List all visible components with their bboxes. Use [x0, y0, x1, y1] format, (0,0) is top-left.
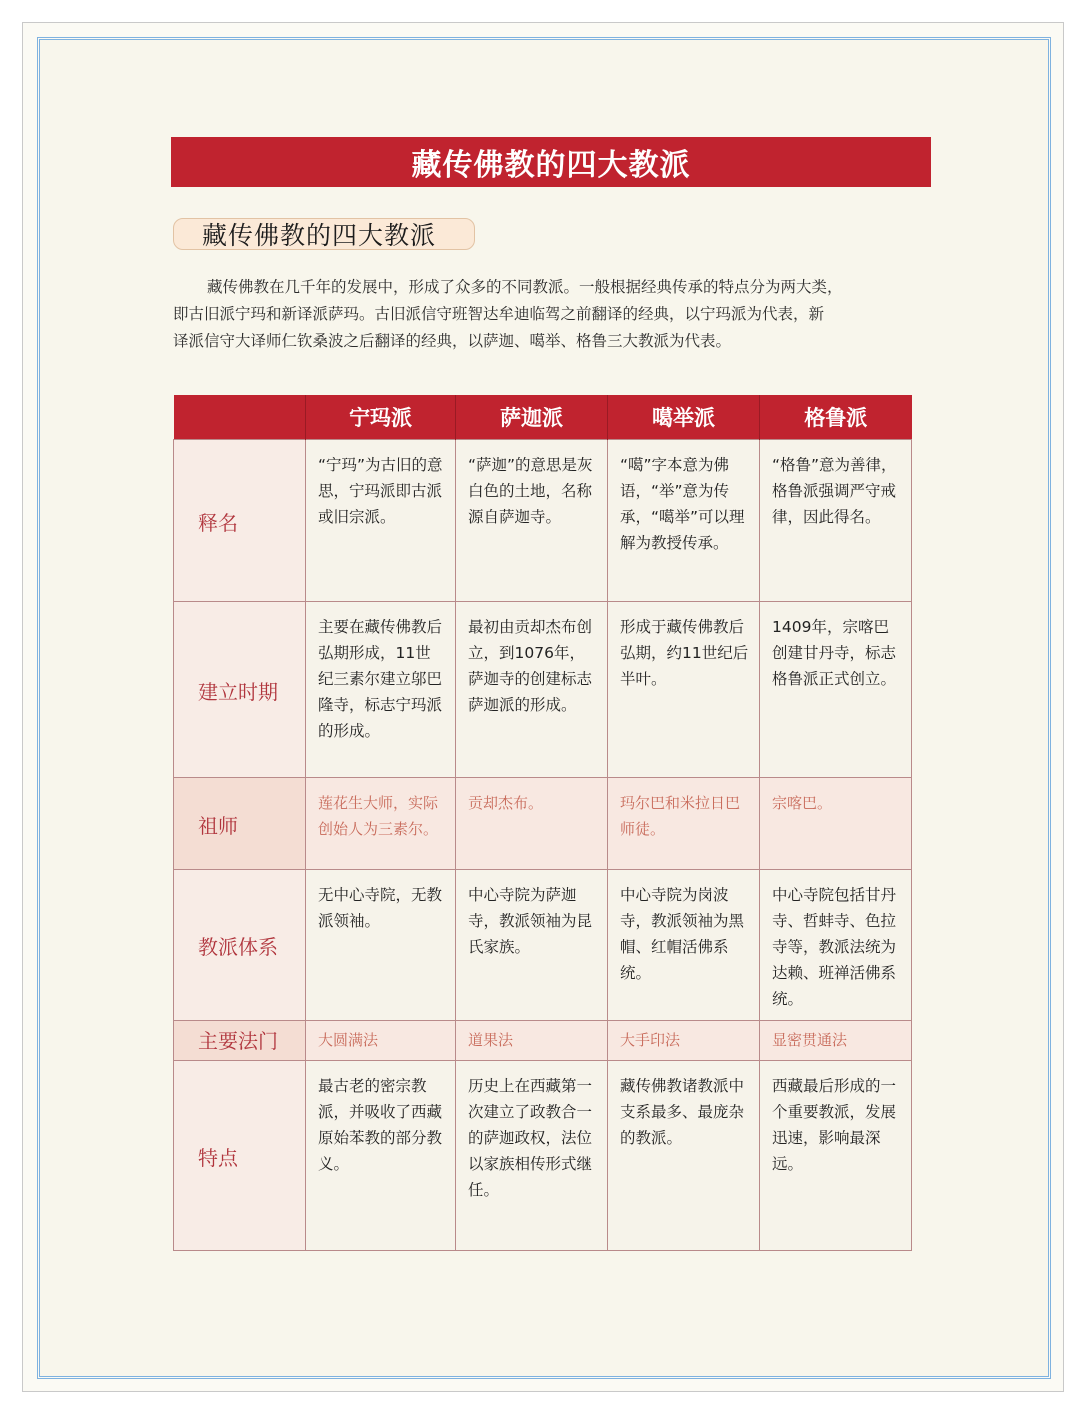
table-cell: 历史上在西藏第一次建立了政教合一的萨迦政权，法位以家族相传形式继任。: [456, 1061, 608, 1251]
row-header-name-meaning: 释名: [174, 440, 306, 602]
table-cell: 大手印法: [608, 1021, 760, 1061]
section-heading: [173, 218, 475, 250]
schools-comparison-table: [173, 395, 912, 1251]
table-cell: 玛尔巴和米拉日巴师徒。: [608, 778, 760, 870]
table-cell: “格鲁”意为善律，格鲁派强调严守戒律，因此得名。: [760, 440, 912, 602]
section-heading-text: 藏传佛教的四大教派: [202, 221, 437, 250]
document-page: [40, 40, 1048, 1376]
table-cell: 道果法: [456, 1021, 608, 1061]
banner-title: [171, 137, 931, 187]
table-cell: 藏传佛教诸教派中支系最多、最庞杂的教派。: [608, 1061, 760, 1251]
table-cell: 最初由贡却杰布创立，到1076年，萨迦寺的创建标志萨迦派的形成。: [456, 602, 608, 778]
banner-title-text: 藏传佛教的四大教派: [411, 148, 691, 183]
table-cell: 大圆满法: [306, 1021, 456, 1061]
column-header-kagyu: 噶举派: [608, 395, 760, 440]
table-cell: 贡却杰布。: [456, 778, 608, 870]
table-row: [174, 602, 912, 778]
table-cell: 中心寺院包括甘丹寺、哲蚌寺、色拉寺等，教派法统为达赖、班禅活佛系统。: [760, 870, 912, 1021]
row-header-founders: 祖师: [174, 778, 306, 870]
intro-line: 藏传佛教在几千年的发展中，形成了众多的不同教派。一般根据经典传承的特点分为两大类，: [207, 278, 843, 296]
table-cell: 无中心寺院，无教派领袖。: [306, 870, 456, 1021]
row-header-school-system: 教派体系: [174, 870, 306, 1021]
row-header-founding-period: 建立时期: [174, 602, 306, 778]
table-row: [174, 440, 912, 602]
row-header-features: 特点: [174, 1061, 306, 1251]
table-row: [174, 778, 912, 870]
row-header-main-dharma: 主要法门: [174, 1021, 306, 1061]
table-cell: 形成于藏传佛教后弘期，约11世纪后半叶。: [608, 602, 760, 778]
table-cell: “噶”字本意为佛语，“举”意为传承，“噶举”可以理解为教授传承。: [608, 440, 760, 602]
table-cell: 中心寺院为岗波寺，教派领袖为黑帽、红帽活佛系统。: [608, 870, 760, 1021]
table-cell: 主要在藏传佛教后弘期形成，11世纪三素尔建立邬巴隆寺，标志宁玛派的形成。: [306, 602, 456, 778]
table-header-corner: [174, 395, 306, 440]
column-header-gelug: 格鲁派: [760, 395, 912, 440]
table-cell: 宗喀巴。: [760, 778, 912, 870]
table-cell: 最古老的密宗教派，并吸收了西藏原始苯教的部分教义。: [306, 1061, 456, 1251]
table-cell: 中心寺院为萨迦寺，教派领袖为昆氏家族。: [456, 870, 608, 1021]
intro-line: 译派信守大译师仁钦桑波之后翻译的经典，以萨迦、噶举、格鲁三大教派为代表。: [173, 332, 732, 350]
table-row: [174, 870, 912, 1021]
table-row: [174, 1061, 912, 1251]
table-cell: 莲花生大师，实际创始人为三素尔。: [306, 778, 456, 870]
table-cell: “宁玛”为古旧的意思，宁玛派即古派或旧宗派。: [306, 440, 456, 602]
column-header-nyingma: 宁玛派: [306, 395, 456, 440]
column-header-sakya: 萨迦派: [456, 395, 608, 440]
table-cell: 显密贯通法: [760, 1021, 912, 1061]
intro-line: 即古旧派宁玛和新译派萨玛。古旧派信守班智达牟迪临驾之前翻译的经典，以宁玛派为代表，新: [173, 305, 825, 323]
intro-paragraph: [173, 274, 913, 355]
table-cell: 1409年，宗喀巴创建甘丹寺，标志格鲁派正式创立。: [760, 602, 912, 778]
table-row: [174, 1021, 912, 1061]
table-cell: 西藏最后形成的一个重要教派，发展迅速，影响最深远。: [760, 1061, 912, 1251]
table-header-row: [174, 395, 912, 440]
table-cell: “萨迦”的意思是灰白色的土地，名称源自萨迦寺。: [456, 440, 608, 602]
